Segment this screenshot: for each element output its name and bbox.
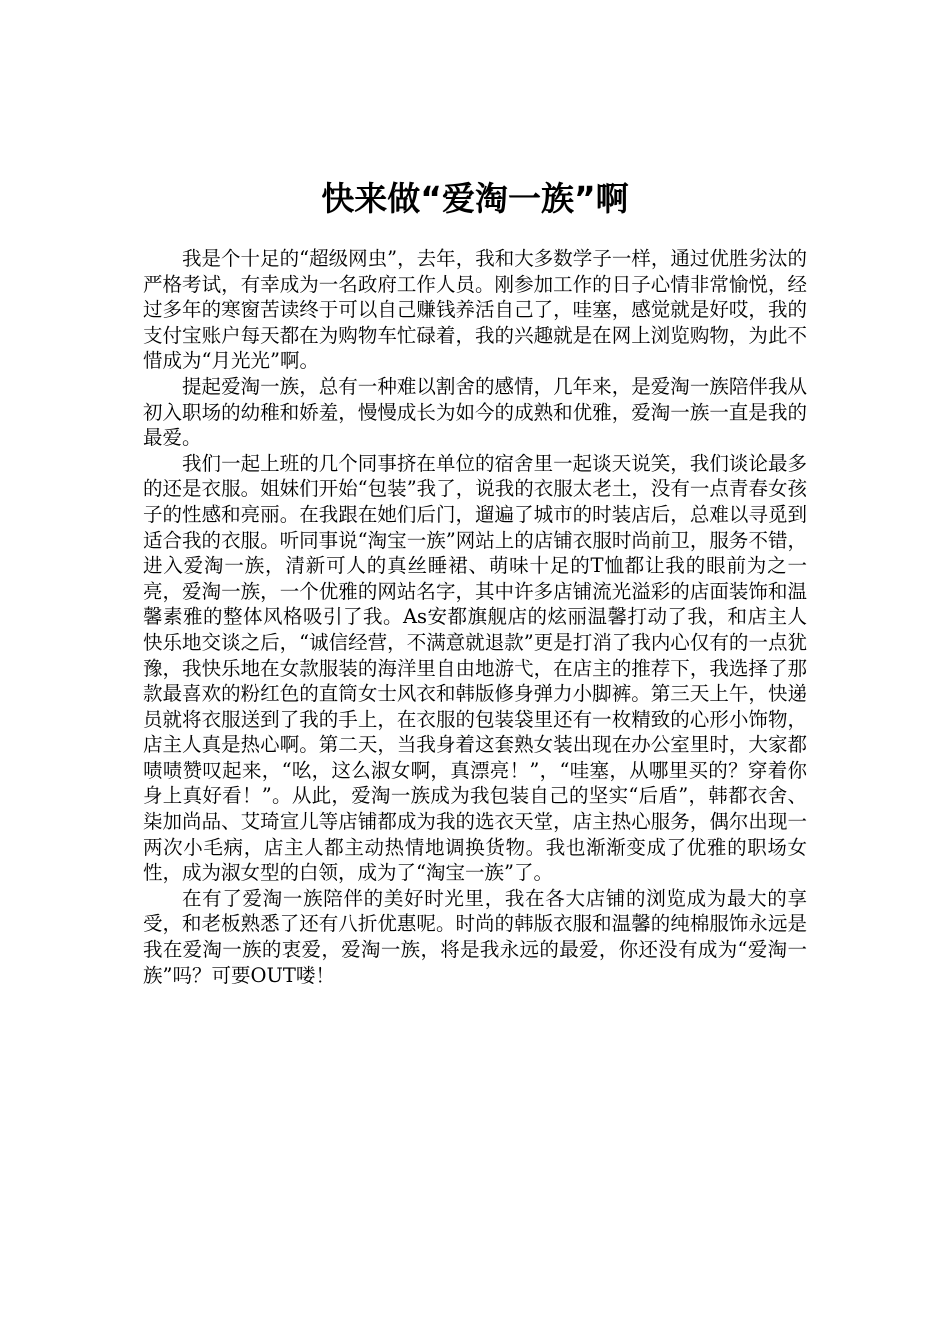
paragraph-3: 我们一起上班的几个同事挤在单位的宿舍里一起谈天说笑，我们谈论最多的还是衣服。姐妹们开始“包装”我了，说我的衣服太老土，没有一点青春女孩子的性感和亮丽。在我跟在她们后门，遛遍了城市的时装店后，总难以寻觅到适合我的衣服。听同事说“淘宝一族”网站上的店铺衣服时尚前卫，服务不错，进入爱淘一族，清新可人的真丝睡裙、萌味十足的T恤都让我的眼前为之一亮，爱淘一族，一个优雅的网站名字，其中许多店铺流光溢彩的店面装饰和温馨素雅的整体风格吸引了我。As安都旗舰店的炫丽温馨打动了我，和店主人快乐地交谈之后，“诚信经营，不满意就退款”更是打消了我内心仅有的一点犹豫，我快乐地在女款服装的海洋里自由地游弋，在店主的推荐下，我选择了那款最喜欢的粉红色的直筒女士风衣和韩版修身弹力小脚裤。第三天上午，快递员就将衣服送到了我的手上，在衣服的包装袋里还有一枚精致的心形小饰物，店主人真是热心啊。第二天，当我身着这套熟女装出现在办公室里时，大家都啧啧赞叹起来，“吆，这么淑女啊，真漂亮！”，“哇塞，从哪里买的？穿着你身上真好看！”。从此，爱淘一族成为我包装自己的坚实“后盾”，韩都衣舍、柒加尚品、艾琦宣儿等店铺都成为我的选衣天堂，店主热心服务，偶尔出现一两次小毛病，店主人都主动热情地调换货物。我也渐渐变成了优雅的职场女性，成为淑女型的白领，成为了“淘宝一族”了。 — [143, 451, 807, 885]
paragraph-2: 提起爱淘一族，总有一种难以割舍的感情，几年来，是爱淘一族陪伴我从初入职场的幼稚和娇羞，慢慢成长为如今的成熟和优雅，爱淘一族一直是我的最爱。 — [143, 374, 807, 450]
document-body — [143, 246, 807, 988]
paragraph-4: 在有了爱淘一族陪伴的美好时光里，我在各大店铺的浏览成为最大的享受，和老板熟悉了还有八折优惠呢。时尚的韩版衣服和温馨的纯棉服饰永远是我在爱淘一族的衷爱，爱淘一族，将是我永远的最爱，你还没有成为“爱淘一族”吗？可要OUT喽！ — [143, 886, 807, 987]
document-title: 快来做“爱淘一族”啊 — [321, 179, 629, 218]
paragraph-1: 我是个十足的“超级网虫”，去年，我和大多数学子一样，通过优胜劣汰的严格考试，有幸成为一名政府工作人员。刚参加工作的日子心情非常愉悦，经过多年的寒窗苦读终于可以自己赚钱养活自己了，哇塞，感觉就是好哎，我的支付宝账户每天都在为购物车忙碌着，我的兴趣就是在网上浏览购物，为此不惜成为“月光光”啊。 — [143, 247, 807, 373]
